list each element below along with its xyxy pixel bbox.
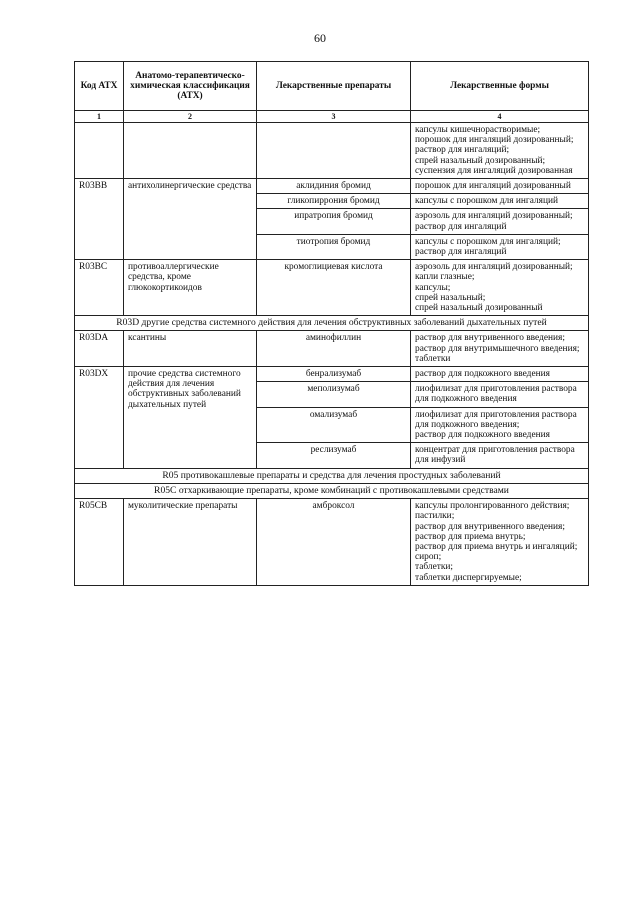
table-row-continuation <box>75 123 589 179</box>
form-item: раствор для внутривенного введения; <box>415 333 565 344</box>
forms-cell <box>411 443 589 468</box>
form-item: раствор для ингаляций <box>415 247 507 258</box>
group-heading: R03D другие средства системного действия для лечения обструктивных заболеваний дыхательных путей <box>75 316 589 331</box>
header-drugs: Лекарственные препараты <box>257 62 411 111</box>
code-cell: R05CB <box>75 499 124 586</box>
forms-cell <box>411 209 589 234</box>
column-number: 1 <box>75 111 124 123</box>
group-row-r05 <box>75 468 589 483</box>
forms-cell <box>411 407 589 443</box>
drug-cell: тиотропия бромид <box>257 234 411 259</box>
forms-cell <box>411 179 589 194</box>
form-item: раствор для внутривенного введения; <box>415 521 565 532</box>
drug-cell <box>257 123 411 179</box>
form-item: спрей назальный дозированный <box>415 303 543 314</box>
form-item: порошок для ингаляций дозированный <box>415 181 571 192</box>
drug-cell: гликопиррония бромид <box>257 194 411 209</box>
form-item: капли глазные; <box>415 272 475 283</box>
forms-cell <box>411 367 589 382</box>
form-item: капсулы кишечнорастворимые; <box>415 125 541 135</box>
drug-cell: реслизумаб <box>257 443 411 468</box>
atc-cell: ксантины <box>124 331 257 367</box>
form-item: спрей назальный дозированный; <box>415 155 546 166</box>
drug-cell: амброксол <box>257 499 411 586</box>
table-row-r03dx <box>75 367 589 382</box>
drug-cell: ипратропия бромид <box>257 209 411 234</box>
code-cell: R03BC <box>75 260 124 316</box>
form-item: концентрат для приготовления раствора для инфузий <box>415 445 575 466</box>
code-cell: R03BB <box>75 179 124 260</box>
forms-cell <box>411 499 589 586</box>
form-item: сироп; <box>415 552 442 563</box>
drug-cell: бенрализумаб <box>257 367 411 382</box>
atc-cell <box>124 123 257 179</box>
form-item: раствор для внутримышечного введения; <box>415 343 580 354</box>
form-item: таблетки диспергируемые; <box>415 572 522 583</box>
form-item: раствор для ингаляций <box>415 221 507 232</box>
header-forms: Лекарственные формы <box>411 62 589 111</box>
drug-cell: аминофиллин <box>257 331 411 367</box>
form-item: лиофилизат для приготовления раствора для подкожного введения; <box>415 409 577 430</box>
atc-cell: прочие средства системного действия для лечения обструктивных заболеваний дыхательных путей <box>124 367 257 469</box>
form-item: суспензия для ингаляций дозированная <box>415 165 573 176</box>
form-item: аэрозоль для ингаляций дозированный; <box>415 211 573 222</box>
form-item: раствор для подкожного введения <box>415 430 550 441</box>
table-row-r03bb <box>75 179 589 194</box>
group-row-r05c <box>75 483 589 498</box>
form-item: капсулы с порошком для ингаляций; <box>415 236 561 247</box>
forms-cell <box>411 234 589 259</box>
code-cell: R03DA <box>75 331 124 367</box>
form-item: капсулы пролонгированного действия; <box>415 501 570 512</box>
form-item: раствор для приема внутрь и ингаляций; <box>415 541 578 552</box>
column-number: 4 <box>411 111 589 123</box>
drug-cell: аклидиния бромид <box>257 179 411 194</box>
forms-cell <box>411 260 589 316</box>
forms-cell <box>411 382 589 407</box>
table-row-r03da <box>75 331 589 367</box>
atc-cell: муколитические препараты <box>124 499 257 586</box>
form-item: пастилки; <box>415 511 455 522</box>
column-number: 3 <box>257 111 411 123</box>
page-number: 60 <box>314 31 326 45</box>
group-heading: R05 противокашлевые препараты и средства для лечения простудных заболеваний <box>75 468 589 483</box>
form-item: порошок для ингаляций дозированный; <box>415 135 574 146</box>
form-item: лиофилизат для приготовления раствора для подкожного введения <box>415 384 577 405</box>
forms-cell <box>411 194 589 209</box>
form-item: таблетки <box>415 353 451 364</box>
group-heading: R05C отхаркивающие препараты, кроме комбинаций с противокашлевыми средствами <box>75 483 589 498</box>
table-row-r03bc <box>75 260 589 316</box>
group-row-r03d <box>75 316 589 331</box>
column-number-row <box>75 111 589 123</box>
code-cell: R03DX <box>75 367 124 469</box>
forms-cell <box>411 123 589 179</box>
atx-table <box>74 61 589 586</box>
form-item: раствор для приема внутрь; <box>415 531 526 542</box>
header-atc-classification: Анатомо-терапевтическо-химическая классификация (АТХ) <box>124 62 257 111</box>
form-item: раствор для ингаляций; <box>415 145 510 156</box>
code-cell <box>75 123 124 179</box>
form-item: таблетки; <box>415 562 454 573</box>
form-item: раствор для подкожного введения <box>415 369 550 380</box>
column-number: 2 <box>124 111 257 123</box>
drug-cell: кромоглициевая кислота <box>257 260 411 316</box>
table-row-r05cb <box>75 499 589 586</box>
table-header-row <box>75 62 589 111</box>
form-item: аэрозоль для ингаляций дозированный; <box>415 262 573 273</box>
atc-cell: антихолинергические средства <box>124 179 257 260</box>
form-item: спрей назальный; <box>415 292 486 303</box>
drug-cell: меполизумаб <box>257 382 411 407</box>
atc-cell: противоаллергические средства, кроме глюкокортикоидов <box>124 260 257 316</box>
header-code: Код АТХ <box>75 62 124 111</box>
forms-cell <box>411 331 589 367</box>
form-item: капсулы; <box>415 282 451 293</box>
drug-cell: омализумаб <box>257 407 411 443</box>
form-item: капсулы с порошком для ингаляций <box>415 196 559 207</box>
